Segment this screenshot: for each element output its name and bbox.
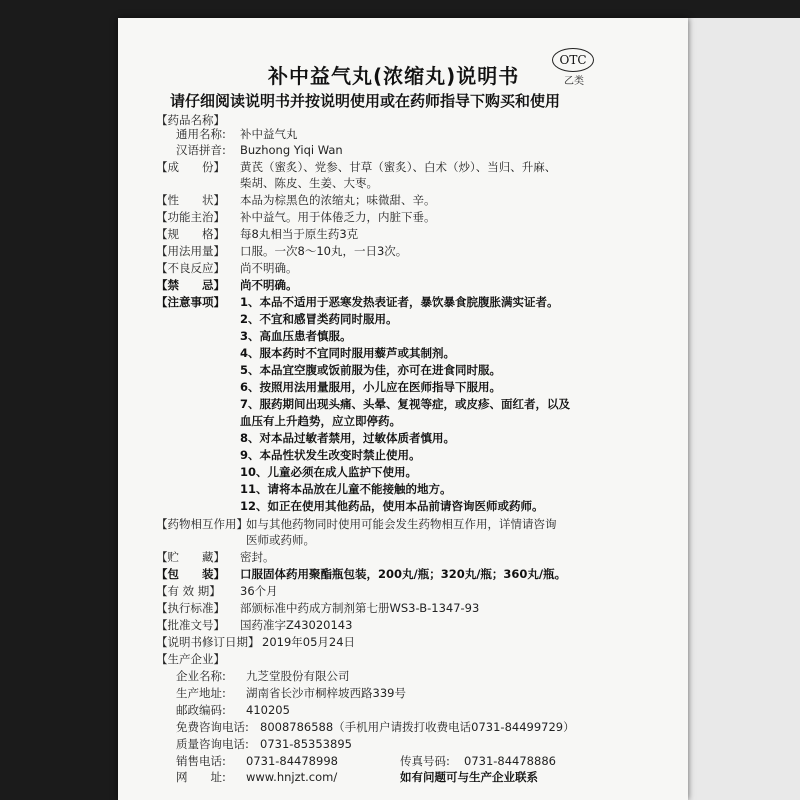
usage: 口服。一次8～10丸，一日3次。	[240, 244, 408, 258]
usage-label: 【用法用量】	[156, 244, 225, 258]
sales-phone: 0731-84478998	[246, 754, 338, 768]
precaution-item: 血压有上升趋势，应立即停药。	[240, 414, 401, 428]
interaction-line-1: 如与其他药物同时使用可能会发生药物相互作用，详情请咨询	[246, 517, 557, 531]
storage: 密封。	[240, 550, 275, 564]
precaution-item: 11、请将本品放在儿童不能接触的地方。	[240, 482, 452, 496]
free-hotline-label: 免费咨询电话:	[176, 720, 249, 734]
precaution-item: 7、服药期间出现头痛、头晕、复视等症，或皮疹、面红者，以及	[240, 397, 570, 411]
contra-label: 【禁 忌】	[156, 278, 225, 292]
standard: 部颁标准中药成方制剂第七册WS3-B-1347-93	[240, 601, 480, 615]
fax-label: 传真号码:	[400, 754, 450, 768]
revision: 2019年05月24日	[262, 635, 356, 649]
pinyin-label: 汉语拼音:	[176, 143, 226, 157]
postcode-label: 邮政编码:	[176, 703, 226, 717]
company-label: 企业名称:	[176, 669, 226, 683]
leaflet-title: 补中益气丸(浓缩丸)说明书	[268, 64, 520, 88]
validity: 36个月	[240, 584, 278, 598]
spec: 每8丸相当于原生药3克	[240, 227, 359, 241]
address-label: 生产地址:	[176, 686, 226, 700]
storage-label: 【贮 藏】	[156, 550, 225, 564]
precaution-item: 4、服本药时不宜同时服用藜芦或其制剂。	[240, 346, 455, 360]
ingredients-line-1: 黄芪（蜜炙）、党参、甘草（蜜炙）、白术（炒）、当归、升麻、	[240, 160, 557, 174]
website-label: 网 址:	[176, 770, 226, 784]
properties-label: 【性 状】	[156, 193, 225, 207]
precaution-item: 8、对本品过敏者禁用，过敏体质者慎用。	[240, 431, 455, 445]
indications: 补中益气。用于体倦乏力，内脏下垂。	[240, 210, 436, 224]
fax-number: 0731-84478886	[464, 754, 556, 768]
drug-name-header: 【药品名称】	[156, 113, 225, 127]
precaution-item: 5、本品宜空腹或饭前服为佳，亦可在进食同时服。	[240, 363, 501, 377]
website: www.hnjzt.com/	[246, 770, 338, 784]
precaution-item: 1、本品不适用于恶寒发热表证者，暴饮暴食脘腹胀满实证者。	[240, 295, 559, 309]
common-name: 补中益气丸	[240, 127, 298, 141]
spec-label: 【规 格】	[156, 227, 225, 241]
postcode: 410205	[246, 703, 290, 717]
ingredients-label: 【成 份】	[156, 160, 225, 174]
quality-hotline: 0731-85353895	[260, 737, 352, 751]
leaflet-subtitle: 请仔细阅读说明书并按说明使用或在药师指导下购买和使用	[170, 92, 561, 110]
interaction-label: 【药物相互作用】	[156, 517, 248, 531]
precaution-item: 10、儿童必须在成人监护下使用。	[240, 465, 418, 479]
precaution-item: 6、按照用法用量服用，小儿应在医师指导下服用。	[240, 380, 501, 394]
contra: 尚不明确。	[240, 278, 298, 292]
approval-label: 【批准文号】	[156, 618, 225, 632]
precaution-item: 3、高血压患者慎服。	[240, 329, 352, 343]
quality-hotline-label: 质量咨询电话:	[176, 737, 249, 751]
precaution-item: 12、如正在使用其他药品，使用本品前请咨询医师或药师。	[240, 499, 544, 513]
sales-label: 销售电话:	[176, 754, 226, 768]
package: 口服固体药用聚酯瓶包装，200丸/瓶；320丸/瓶；360丸/瓶。	[240, 567, 567, 581]
otc-class-label: 乙类	[564, 76, 584, 87]
pinyin: Buzhong Yiqi Wan	[240, 143, 343, 157]
common-name-label: 通用名称:	[176, 127, 226, 141]
precaution-item: 9、本品性状发生改变时禁止使用。	[240, 448, 421, 462]
package-label: 【包 装】	[156, 567, 225, 581]
precaution-item: 2、不宜和感冒类药同时服用。	[240, 312, 398, 326]
ingredients-line-2: 柴胡、陈皮、生姜、大枣。	[240, 176, 378, 190]
indications-label: 【功能主治】	[156, 210, 225, 224]
manufacturer-label: 【生产企业】	[156, 652, 225, 666]
adverse-label: 【不良反应】	[156, 261, 225, 275]
approval: 国药准字Z43020143	[240, 618, 353, 632]
company: 九芝堂股份有限公司	[246, 669, 350, 683]
free-hotline: 8008786588（手机用户请拨打收费电话0731-84499729）	[260, 720, 575, 734]
properties: 本品为棕黑色的浓缩丸；味微甜、辛。	[240, 193, 436, 207]
precautions-label: 【注意事项】	[156, 295, 225, 309]
address: 湖南省长沙市桐梓坡西路339号	[246, 686, 406, 700]
background-strip	[688, 18, 800, 800]
interaction-line-2: 医师或药师。	[246, 533, 315, 547]
adverse: 尚不明确。	[240, 261, 298, 275]
otc-badge: OTC	[552, 48, 594, 72]
revision-label: 【说明书修订日期】	[156, 635, 260, 649]
footer-contact-note: 如有问题可与生产企业联系	[400, 770, 538, 784]
standard-label: 【执行标准】	[156, 601, 225, 615]
validity-label: 【有 效 期】	[156, 584, 221, 598]
